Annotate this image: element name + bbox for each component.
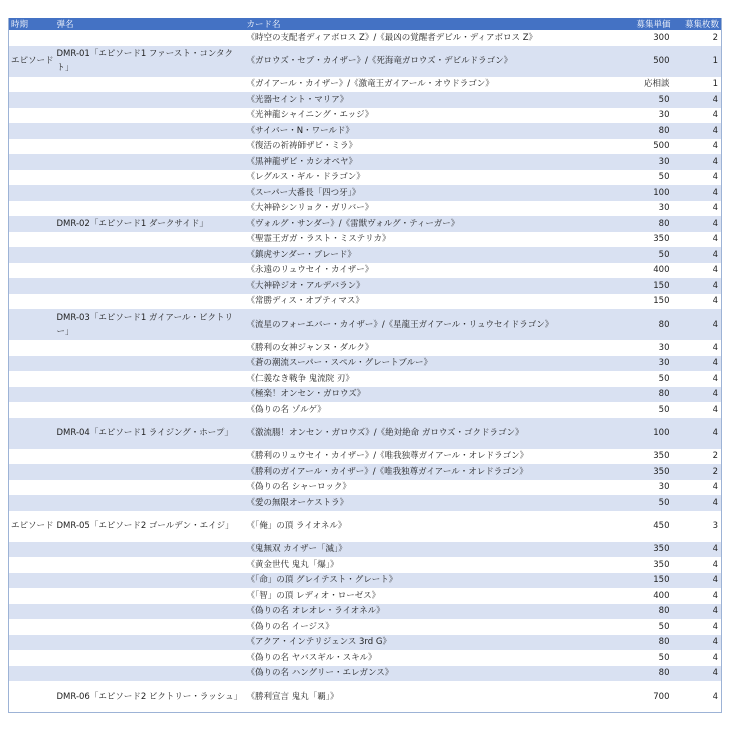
card-name-cell: 《蒼の潮流スーパー・スペル・グレートブルー》 [245, 356, 623, 372]
table-row [9, 201, 722, 217]
price-cell: 50 [658, 172, 670, 183]
period-cell [9, 340, 55, 356]
set-name-cell [55, 542, 245, 558]
card-name-cell: 《復活の祈祷師ザビ・ミラ》 [246, 141, 358, 152]
quantity-cell: 4 [712, 172, 718, 183]
card-name-cell: 《光器セイント・マリア》 [245, 92, 623, 108]
period-cell [9, 278, 55, 294]
price-cell: 150 [623, 573, 673, 589]
period-cell [9, 542, 55, 558]
price-cell: 50 [623, 92, 673, 108]
table-row [9, 30, 722, 46]
card-name-cell: 《サイバー・N・ワールド》 [245, 123, 623, 139]
price-cell: 30 [658, 342, 670, 353]
price-cell: 80 [623, 216, 673, 232]
set-name-cell [55, 371, 245, 387]
table-row [9, 46, 722, 77]
card-name-cell: 《偽りの名 イージス》 [246, 621, 334, 632]
period-cell [9, 557, 55, 573]
set-name-cell [55, 154, 245, 170]
period-cell [9, 108, 55, 124]
set-name-cell [55, 356, 245, 372]
price-cell: 150 [623, 278, 673, 294]
quantity-cell: 4 [673, 387, 722, 403]
period-cell [9, 418, 55, 449]
table-row [9, 371, 722, 387]
set-name-cell: DMR-04「エピソード1 ライジング・ホープ」 [55, 418, 245, 449]
price-cell: 80 [623, 123, 673, 139]
set-name-cell [55, 232, 245, 248]
period-cell [9, 402, 55, 418]
card-name-cell: 《ガイアール・カイザー》/《激竜王ガイアール・オウドラゴン》 [246, 79, 494, 90]
set-name-cell [55, 139, 245, 155]
quantity-cell: 4 [712, 296, 718, 307]
quantity-cell: 4 [673, 309, 722, 340]
quantity-cell: 4 [673, 247, 722, 263]
table-row [9, 635, 722, 651]
quantity-cell: 4 [712, 265, 718, 276]
table-row [9, 263, 722, 279]
header-price: 募集単価 [623, 18, 673, 30]
quantity-cell: 1 [712, 79, 718, 90]
table-wrapper [8, 18, 721, 713]
price-cell: 50 [623, 495, 673, 511]
set-name-cell [55, 294, 245, 310]
table-row [9, 449, 722, 465]
table-row [9, 170, 722, 186]
quantity-cell: 4 [673, 216, 722, 232]
set-name-cell [55, 402, 245, 418]
quantity-cell: 4 [673, 604, 722, 620]
period-cell [9, 387, 55, 403]
card-name-cell: 《アクア・インテリジェンス 3rd G》 [245, 635, 623, 651]
table-row [9, 309, 722, 340]
set-name-cell [55, 480, 245, 496]
recruitment-table [8, 18, 722, 713]
set-name-cell: DMR-03「エピソード1 ガイアール・ビクトリー」 [55, 309, 245, 340]
period-cell [9, 681, 55, 713]
set-name-cell [55, 464, 245, 480]
set-name-cell: DMR-01「エピソード1 ファースト・コンタクト」 [55, 46, 245, 77]
period-cell [9, 232, 55, 248]
quantity-cell: 4 [712, 559, 718, 570]
period-cell [9, 309, 55, 340]
table-row [9, 356, 722, 372]
table-row [9, 650, 722, 666]
period-cell [9, 201, 55, 217]
set-name-cell [55, 666, 245, 682]
price-cell: 80 [623, 604, 673, 620]
period-cell [9, 635, 55, 651]
card-name-cell: 《偽りの名 ハングリー・エレガンス》 [245, 666, 623, 682]
set-name-cell [55, 185, 245, 201]
price-cell: 350 [623, 542, 673, 558]
table-row [9, 542, 722, 558]
table-row [9, 278, 722, 294]
card-name-cell: 《「命」の頂 グレイテスト・グレート》 [245, 573, 623, 589]
price-cell: 80 [623, 309, 673, 340]
table-row [9, 77, 722, 93]
table-row [9, 588, 722, 604]
price-cell: 150 [653, 296, 670, 307]
set-name-cell [55, 573, 245, 589]
table-body [9, 30, 722, 713]
table-row [9, 154, 722, 170]
period-cell [9, 604, 55, 620]
table-row [9, 573, 722, 589]
quantity-cell: 4 [673, 185, 722, 201]
card-name-cell: 《極楽！オンセン・ガロウズ》 [245, 387, 623, 403]
set-name-cell [55, 263, 245, 279]
header-card: カード名 [245, 18, 623, 30]
quantity-cell: 4 [712, 691, 718, 702]
table-row [9, 402, 722, 418]
quantity-cell: 4 [673, 92, 722, 108]
header-qty: 募集枚数 [673, 18, 722, 30]
period-cell [9, 247, 55, 263]
quantity-cell: 4 [673, 542, 722, 558]
set-name-cell [55, 495, 245, 511]
period-cell [9, 464, 55, 480]
period-cell [9, 216, 55, 232]
quantity-cell: 2 [673, 464, 722, 480]
period-cell [9, 30, 55, 46]
table-row [9, 294, 722, 310]
period-cell: エピソード [11, 521, 54, 531]
set-name-cell [55, 449, 245, 465]
period-cell [9, 449, 55, 465]
price-cell: 80 [623, 666, 673, 682]
card-name-cell: 《愛の無限オーケストラ》 [245, 495, 623, 511]
set-name-cell [55, 170, 245, 186]
price-cell: 350 [623, 464, 673, 480]
card-name-cell: 《黄金世代 鬼丸「爆」》 [246, 559, 339, 570]
quantity-cell: 4 [673, 154, 722, 170]
card-name-cell: 《レグルス・ギル・ドラゴン》 [246, 172, 365, 183]
price-cell: 400 [653, 590, 670, 601]
period-cell [9, 263, 55, 279]
card-name-cell: 《聖霊王ガガ・ラスト・ミステリカ》 [246, 234, 391, 245]
set-name-cell [55, 77, 245, 93]
period-cell [9, 185, 55, 201]
quantity-cell: 4 [673, 573, 722, 589]
quantity-cell: 4 [673, 278, 722, 294]
set-name-cell [55, 92, 245, 108]
set-name-cell [55, 650, 245, 666]
set-name-cell [55, 247, 245, 263]
price-cell: 30 [623, 356, 673, 372]
price-cell: 50 [658, 621, 670, 632]
quantity-cell: 4 [712, 652, 718, 663]
card-name-cell: 《流星のフォーエバー・カイザー》/《星龍王ガイアール・リュウセイドラゴン》 [245, 309, 623, 340]
card-name-cell: 《勝利のガイアール・カイザー》/《唯我独尊ガイアール・オレドラゴン》 [245, 464, 623, 480]
period-cell [9, 650, 55, 666]
card-name-cell: 《永遠のリュウセイ・カイザー》 [246, 265, 374, 276]
price-cell: 30 [658, 203, 670, 214]
price-cell: 50 [658, 404, 670, 415]
quantity-cell: 1 [673, 46, 722, 77]
card-name-cell: 《偽りの名 ゾルゲ》 [246, 404, 326, 415]
quantity-cell: 4 [712, 621, 718, 632]
quantity-cell: 2 [712, 451, 718, 462]
set-name-cell [55, 604, 245, 620]
price-cell: 80 [623, 387, 673, 403]
table-row [9, 511, 722, 542]
table-row [9, 619, 722, 635]
quantity-cell: 4 [673, 123, 722, 139]
quantity-cell: 4 [712, 373, 718, 384]
price-cell: 400 [653, 265, 670, 276]
quantity-cell: 4 [673, 356, 722, 372]
header-row [9, 18, 722, 30]
price-cell: 80 [623, 635, 673, 651]
card-name-cell: 《仁義なき戦争 鬼流院 刃》 [246, 373, 354, 384]
quantity-cell: 4 [712, 342, 718, 353]
table-row [9, 108, 722, 124]
card-name-cell: 《ヴォルグ・サンダー》/《雷獣ヴォルグ・ティーガー》 [245, 216, 623, 232]
quantity-cell: 4 [712, 482, 718, 493]
table-row [9, 247, 722, 263]
quantity-cell: 4 [673, 666, 722, 682]
period-cell [9, 170, 55, 186]
set-name-cell [55, 30, 245, 46]
price-cell: 500 [653, 141, 670, 152]
card-name-cell: 《偽りの名 シャーロック》 [246, 482, 351, 493]
price-cell: 50 [658, 652, 670, 663]
set-name-cell [55, 635, 245, 651]
card-name-cell: 《常勝ディス・オプティマス》 [246, 296, 364, 307]
period-cell [9, 77, 55, 93]
set-name-cell [55, 588, 245, 604]
card-name-cell: 《勝利のリュウセイ・カイザー》/《唯我独尊ガイアール・オレドラゴン》 [246, 451, 529, 462]
table-row [9, 557, 722, 573]
table-row [9, 139, 722, 155]
price-cell: 100 [623, 418, 673, 449]
period-cell [9, 154, 55, 170]
table-row [9, 418, 722, 449]
period-cell [9, 480, 55, 496]
price-cell: 700 [653, 691, 670, 702]
table-row [9, 340, 722, 356]
table-row [9, 666, 722, 682]
set-name-cell [55, 108, 245, 124]
card-name-cell: 《大神砕ジオ・アルデバラン》 [245, 278, 623, 294]
table-row [9, 480, 722, 496]
card-name-cell: 《勝利の女神ジャンヌ・ダルク》 [246, 342, 374, 353]
table-row [9, 185, 722, 201]
period-cell [9, 573, 55, 589]
set-name-cell [55, 123, 245, 139]
quantity-cell: 4 [712, 141, 718, 152]
table-row [9, 681, 722, 713]
set-name-cell [55, 340, 245, 356]
quantity-cell: 4 [712, 234, 718, 245]
quantity-cell: 4 [712, 110, 718, 121]
card-name-cell: 《激流腸！オンセン・ガロウズ》/《絶対絶命 ガロウズ・ゴクドラゴン》 [245, 418, 623, 449]
set-name-cell: DMR-05「エピソード2 ゴールデン・エイジ」 [56, 521, 234, 531]
card-name-cell: 《偽りの名 オレオレ・ライオネル》 [245, 604, 623, 620]
period-cell [9, 356, 55, 372]
price-cell: 350 [653, 559, 670, 570]
price-cell: 350 [653, 451, 670, 462]
price-cell: 30 [623, 154, 673, 170]
period-cell [9, 619, 55, 635]
card-name-cell: 《鬼無双 カイザー「滅」》 [245, 542, 623, 558]
quantity-cell: 4 [673, 418, 722, 449]
period-cell [9, 495, 55, 511]
period-cell [9, 139, 55, 155]
table-row [9, 216, 722, 232]
period-cell [9, 371, 55, 387]
table-row [9, 387, 722, 403]
card-name-cell: 《勝利宣言 鬼丸「覇」》 [246, 691, 339, 702]
card-name-cell: 《「智」の頂 レディオ・ローゼス》 [246, 590, 381, 601]
quantity-cell: 4 [673, 495, 722, 511]
set-name-cell [55, 557, 245, 573]
set-name-cell: DMR-02「エピソード1 ダークサイド」 [55, 216, 245, 232]
card-name-cell: 《鎮虎サンダー・ブレード》 [245, 247, 623, 263]
header-set: 弾名 [55, 18, 245, 30]
price-cell: 350 [653, 234, 670, 245]
header-period: 時期 [9, 18, 55, 30]
card-name-cell: 《ガロウズ・セブ・カイザー》/《死海竜ガロウズ・デビルドラゴン》 [245, 46, 623, 77]
table-row [9, 232, 722, 248]
price-cell: 300 [653, 32, 670, 43]
period-cell [9, 92, 55, 108]
table-row [9, 123, 722, 139]
set-name-cell [55, 387, 245, 403]
quantity-cell: 2 [712, 32, 718, 43]
period-cell [9, 588, 55, 604]
card-name-cell: 《時空の支配者ディアボロス Z》/《最凶の覚醒者デビル・ディアボロス Z》 [246, 32, 538, 43]
price-cell: 30 [658, 110, 670, 121]
quantity-cell: 4 [712, 404, 718, 415]
period-cell: エピソード [9, 46, 55, 77]
card-name-cell: 《光神龍シャイニング・エッジ》 [246, 110, 374, 121]
set-name-cell [55, 201, 245, 217]
period-cell [9, 294, 55, 310]
price-cell: 50 [623, 247, 673, 263]
price-cell: 応相談 [643, 79, 670, 90]
set-name-cell: DMR-06「エピソード2 ビクトリー・ラッシュ」 [56, 691, 243, 702]
card-name-cell: 《黒神龍ザビ・カシオペヤ》 [245, 154, 623, 170]
table-row [9, 495, 722, 511]
price-cell: 50 [658, 373, 670, 384]
quantity-cell: 4 [712, 590, 718, 601]
price-cell: 30 [658, 482, 670, 493]
quantity-cell: 4 [712, 203, 718, 214]
card-name-cell: 《大神砕シンリョク・ガリバー》 [246, 203, 374, 214]
table-row [9, 464, 722, 480]
quantity-cell: 3 [712, 521, 718, 531]
period-cell [9, 123, 55, 139]
quantity-cell: 4 [673, 635, 722, 651]
card-name-cell: 《「俺」の頂 ライオネル》 [246, 521, 347, 531]
table-row [9, 604, 722, 620]
table-row [9, 92, 722, 108]
set-name-cell [55, 619, 245, 635]
period-cell [9, 666, 55, 682]
price-cell: 450 [653, 521, 670, 531]
price-cell: 100 [623, 185, 673, 201]
price-cell: 500 [623, 46, 673, 77]
card-name-cell: 《偽りの名 ヤバスギル・スキル》 [246, 652, 377, 663]
set-name-cell [55, 278, 245, 294]
card-name-cell: 《スーパー大番長「四つ牙」》 [245, 185, 623, 201]
